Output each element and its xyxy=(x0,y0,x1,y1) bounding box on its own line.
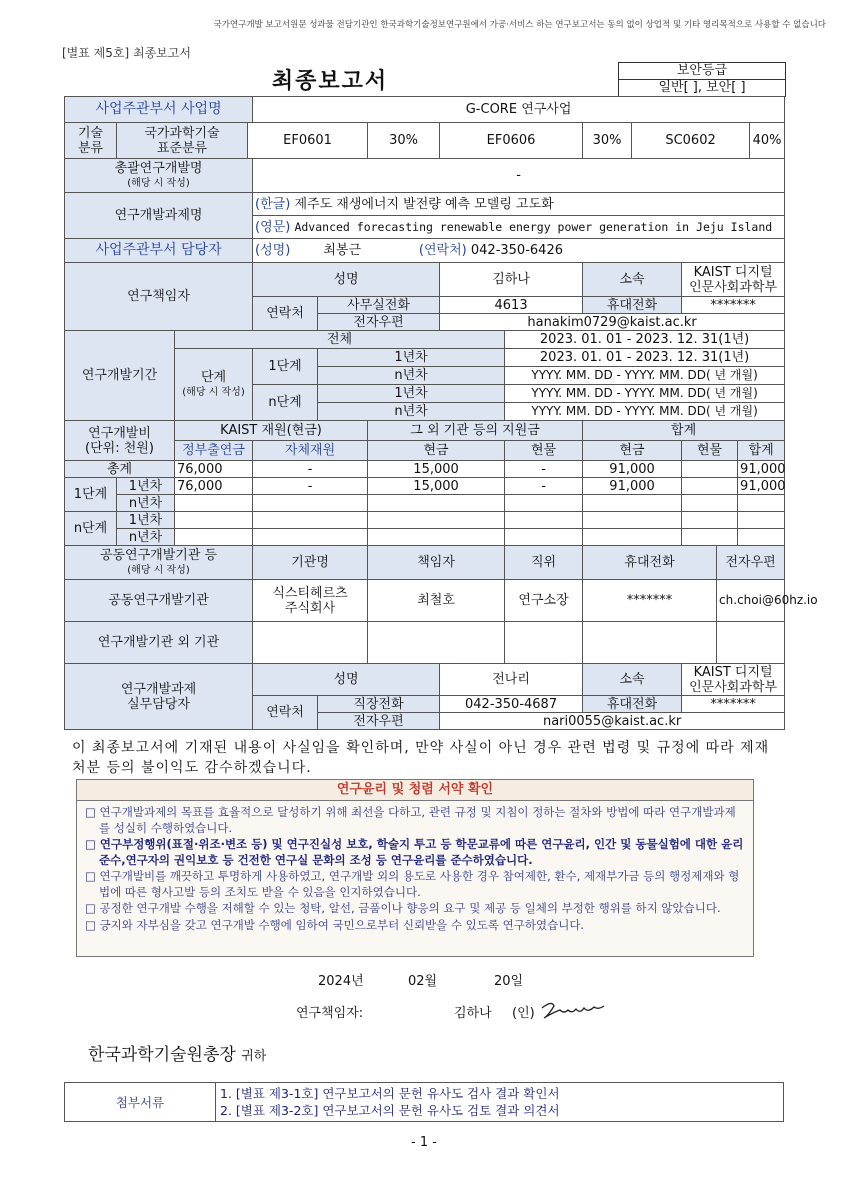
budget-stagen-label: n단계 xyxy=(65,512,117,546)
ethics-item[interactable]: □ 연구부정행위(표절·위조·변조 등) 및 연구진실성 보호, 학술지 투고 등 학문교류에 따른 연구윤리, 인간 및 동물실험에 대한 윤리준수,연구자의 권익보호 등 건전한 연구실 문화의 조성 등 연구윤리를 준수하였습니다. xyxy=(85,837,744,867)
tech-code-2: EF0606 xyxy=(440,123,583,159)
security-value: 일반[ ], 보안[ ] xyxy=(619,79,785,96)
pi-name-label: 성명 xyxy=(253,263,440,297)
dept-contact-label: 사업주관부서 담당자 xyxy=(65,239,253,263)
pi-office-label: 사무실전화 xyxy=(318,297,440,314)
period-total: 2023. 01. 01 - 2023. 12. 31(1년) xyxy=(505,331,785,349)
budget-other-cash-label: 현금 xyxy=(368,441,505,461)
budget-stage1-label: 1단계 xyxy=(65,478,117,512)
joint-other-label: 연구개발기관 외 기관 xyxy=(65,622,253,664)
task-name-en: (영문) Advanced forecasting renewable energy power generation in Jeju Island xyxy=(253,216,785,239)
date-day: 20일 xyxy=(494,974,524,989)
tech-code-3: SC0602 xyxy=(632,123,750,159)
budget-s1y1-sum-total: 91,000 xyxy=(738,478,785,495)
date-month: 02월 xyxy=(408,974,438,989)
joint-header-org: 기관명 xyxy=(253,546,368,580)
ethics-pledge-box xyxy=(76,779,754,957)
budget-other-label: 그 외 기관 등의 지원금 xyxy=(368,421,583,441)
ethics-item[interactable]: □ 연구개발과제의 목표를 효율적으로 달성하기 위해 최선을 다하고, 관련 규정 및 지침이 정하는 절차와 방법에 따라 연구개발과제를 성실히 수행하였습니다. xyxy=(85,805,736,835)
form-label: [별표 제5호] 최종보고서 xyxy=(62,46,191,60)
tech-class-label: 기술 분류 xyxy=(65,123,117,159)
pi-name: 김하나 xyxy=(440,263,583,297)
budget-gov-label: 정부출연금 xyxy=(175,441,253,461)
pi-mobile: ******* xyxy=(682,297,785,314)
general-name-value: - xyxy=(253,159,785,193)
budget-total-sum-goods xyxy=(682,461,738,478)
budget-s1y1-sum-cash: 91,000 xyxy=(583,478,682,495)
pi-office: 4613 xyxy=(440,297,583,314)
period-snyn-label: n년차 xyxy=(318,403,505,421)
staff-label: 연구개발과제 실무담당자 xyxy=(65,664,253,730)
period-s1y1: 2023. 01. 01 - 2023. 12. 31(1년) xyxy=(505,349,785,367)
staff-email: nari0055@kaist.ac.kr xyxy=(440,713,785,730)
period-stage1: 1단계 xyxy=(253,349,318,385)
date-year: 2024년 xyxy=(318,974,364,989)
period-sny1: YYYY. MM. DD - YYYY. MM. DD( 년 개월) xyxy=(505,385,785,403)
attachment-item[interactable]: 1. [별표 제3-1호] 연구보고서의 문헌 유사도 검사 결과 확인서 xyxy=(220,1086,560,1101)
ethics-item[interactable]: □ 연구개발비를 깨끗하고 투명하게 사용하였고, 연구개발 외의 용도로 사용한 경우 참여제한, 환수, 제재부가금 등의 행정제재와 형법에 따른 형사고발 등의 조치도 받을 수 있음을 인지하였습니다. xyxy=(85,869,740,899)
pi-label: 연구책임자 xyxy=(65,263,253,331)
budget-total-gov: 76,000 xyxy=(175,461,253,478)
joint-mobile: ******* xyxy=(583,580,717,622)
signer-name: 김하나 xyxy=(454,1006,492,1021)
page-title: 최종보고서 xyxy=(271,69,389,94)
attachment-item[interactable]: 2. [별표 제3-2호] 연구보고서의 문헌 유사도 검토 결과 의견서 xyxy=(220,1103,560,1118)
budget-kaist-label: KAIST 재원(현금) xyxy=(175,421,368,441)
budget-other-goods-label: 현물 xyxy=(505,441,583,461)
tech-std-label: 국가과학기술 표준분류 xyxy=(117,123,248,159)
period-s1yn-label: n년차 xyxy=(318,367,505,385)
budget-sny1-label: 1년차 xyxy=(117,512,175,529)
task-name-label: 연구개발과제명 xyxy=(65,193,253,239)
budget-sum-goods-label: 현물 xyxy=(682,441,738,461)
budget-total-self: - xyxy=(253,461,368,478)
pi-mobile-label: 휴대전화 xyxy=(583,297,682,314)
tech-code-1: EF0601 xyxy=(248,123,368,159)
budget-sum-cash-label: 현금 xyxy=(583,441,682,461)
budget-sum-label: 합계 xyxy=(583,421,785,441)
budget-s1y1-other-goods: - xyxy=(505,478,583,495)
joint-label: 공동연구개발기관 등 (해당 시 작성) xyxy=(65,546,253,580)
budget-total-sum-cash: 91,000 xyxy=(583,461,682,478)
staff-mobile: ******* xyxy=(682,696,785,713)
tech-ratio-3: 40% xyxy=(750,123,785,159)
attachments-list xyxy=(216,1083,784,1122)
period-stagen: n단계 xyxy=(253,385,318,421)
period-s1yn: YYYY. MM. DD - YYYY. MM. DD( 년 개월) xyxy=(505,367,785,385)
budget-s1yn-label: n년차 xyxy=(117,495,175,512)
project-name-value: G-CORE 연구사업 xyxy=(253,97,785,123)
staff-affiliation: KAIST 디지털 인문사회과학부 xyxy=(682,664,785,696)
joint-header-position: 직위 xyxy=(505,546,583,580)
joint-row-label: 공동연구개발기관 xyxy=(65,580,253,622)
budget-self-label: 자체재원 xyxy=(253,441,368,461)
tech-ratio-2: 30% xyxy=(583,123,632,159)
joint-email: ch.choi@60hz.io xyxy=(717,580,785,622)
budget-total-other-goods: - xyxy=(505,461,583,478)
joint-header-mobile: 휴대전화 xyxy=(583,546,717,580)
staff-work-label: 직장전화 xyxy=(318,696,440,713)
joint-lead: 최철호 xyxy=(368,580,505,622)
copyright-notice: 국가연구개발 보고서원문 성과물 전담기관인 한국과학기술정보연구원에서 가공·서비스 하는 연구보고서는 동의 없이 상업적 및 기타 영리목적으로 사용할 수 없습니다 xyxy=(213,20,826,30)
budget-total-row-label: 총계 xyxy=(65,461,175,478)
confirmation-statement: 이 최종보고서에 기재된 내용이 사실임을 확인하며, 만약 사실이 아닌 경우 관련 법령 및 규정에 따라 제재처분 등의 불이익도 감수하겠습니다. xyxy=(72,740,770,776)
pi-email-label: 전자우편 xyxy=(318,314,440,331)
period-stage-label: 단계 (해당 시 작성) xyxy=(175,349,253,421)
joint-header-email: 전자우편 xyxy=(717,546,785,580)
period-total-label: 전체 xyxy=(175,331,505,349)
staff-work: 042-350-4687 xyxy=(440,696,583,713)
budget-s1y1-sum-goods xyxy=(682,478,738,495)
period-snyn: YYYY. MM. DD - YYYY. MM. DD( 년 개월) xyxy=(505,403,785,421)
budget-total-other-cash: 15,000 xyxy=(368,461,505,478)
staff-email-label: 전자우편 xyxy=(318,713,440,730)
joint-position: 연구소장 xyxy=(505,580,583,622)
general-name-label: 총괄연구개발명 (해당 시 작성) xyxy=(65,159,253,193)
report-info-table xyxy=(64,96,818,730)
period-label: 연구개발기간 xyxy=(65,331,175,421)
budget-label: 연구개발비 (단위: 천원) xyxy=(65,421,175,461)
staff-name: 전나리 xyxy=(440,664,583,696)
project-name-label: 사업주관부서 사업명 xyxy=(65,97,253,123)
tech-ratio-1: 30% xyxy=(368,123,440,159)
period-s1y1-label: 1년차 xyxy=(318,349,505,367)
pi-affiliation: KAIST 디지털 인문사회과학부 xyxy=(682,263,785,297)
signer-label: 연구책임자: xyxy=(296,1006,364,1021)
ethics-item[interactable]: □ 긍지와 자부심을 갖고 연구개발 수행에 임하여 국민으로부터 신뢰받을 수 있도록 연구하였습니다. xyxy=(85,917,585,932)
security-grade-box xyxy=(618,62,786,97)
staff-name-label: 성명 xyxy=(253,664,440,696)
budget-sum-total-label: 합계 xyxy=(738,441,785,461)
pi-aff-label: 소속 xyxy=(583,263,682,297)
pi-email: hanakim0729@kaist.ac.kr xyxy=(440,314,785,331)
budget-s1y1-label: 1년차 xyxy=(117,478,175,495)
budget-s1y1-gov: 76,000 xyxy=(175,478,253,495)
ethics-item[interactable]: □ 공정한 연구개발 수행을 저해할 수 있는 청탁, 알선, 금품이나 향응의 요구 및 제공 등 일체의 부정한 행위를 하지 않았습니다. xyxy=(85,901,721,915)
ethics-title: 연구윤리 및 청렴 서약 확인 xyxy=(77,780,753,801)
security-label: 보안등급 xyxy=(676,63,728,78)
dept-contact-value: (성명) 최봉근 (연락처) 042-350-6426 xyxy=(253,239,785,263)
joint-org: 식스티헤르츠 주식회사 xyxy=(253,580,368,622)
signer-seal: (인) xyxy=(512,1006,535,1021)
joint-header-lead: 책임자 xyxy=(368,546,505,580)
task-name-ko: (한글) 제주도 재생에너지 발전량 예측 모델링 고도화 xyxy=(253,193,785,216)
budget-total-sum-total: 91,000 xyxy=(738,461,785,478)
budget-s1y1-self: - xyxy=(253,478,368,495)
page-number: - 1 - xyxy=(411,1135,437,1150)
pi-contact-label: 연락처 xyxy=(253,297,318,331)
staff-mobile-label: 휴대전화 xyxy=(583,696,682,713)
staff-contact-label: 연락처 xyxy=(253,696,318,730)
attachments-table xyxy=(64,1082,784,1122)
budget-s1y1-other-cash: 15,000 xyxy=(368,478,505,495)
period-sny1-label: 1년차 xyxy=(318,385,505,403)
staff-aff-label: 소속 xyxy=(583,664,682,696)
signature-mark xyxy=(538,998,608,1022)
budget-snyn-label: n년차 xyxy=(117,529,175,546)
attachments-label: 첨부서류 xyxy=(65,1083,216,1122)
addressee: 한국과학기술원총장 귀하 xyxy=(88,1045,267,1065)
